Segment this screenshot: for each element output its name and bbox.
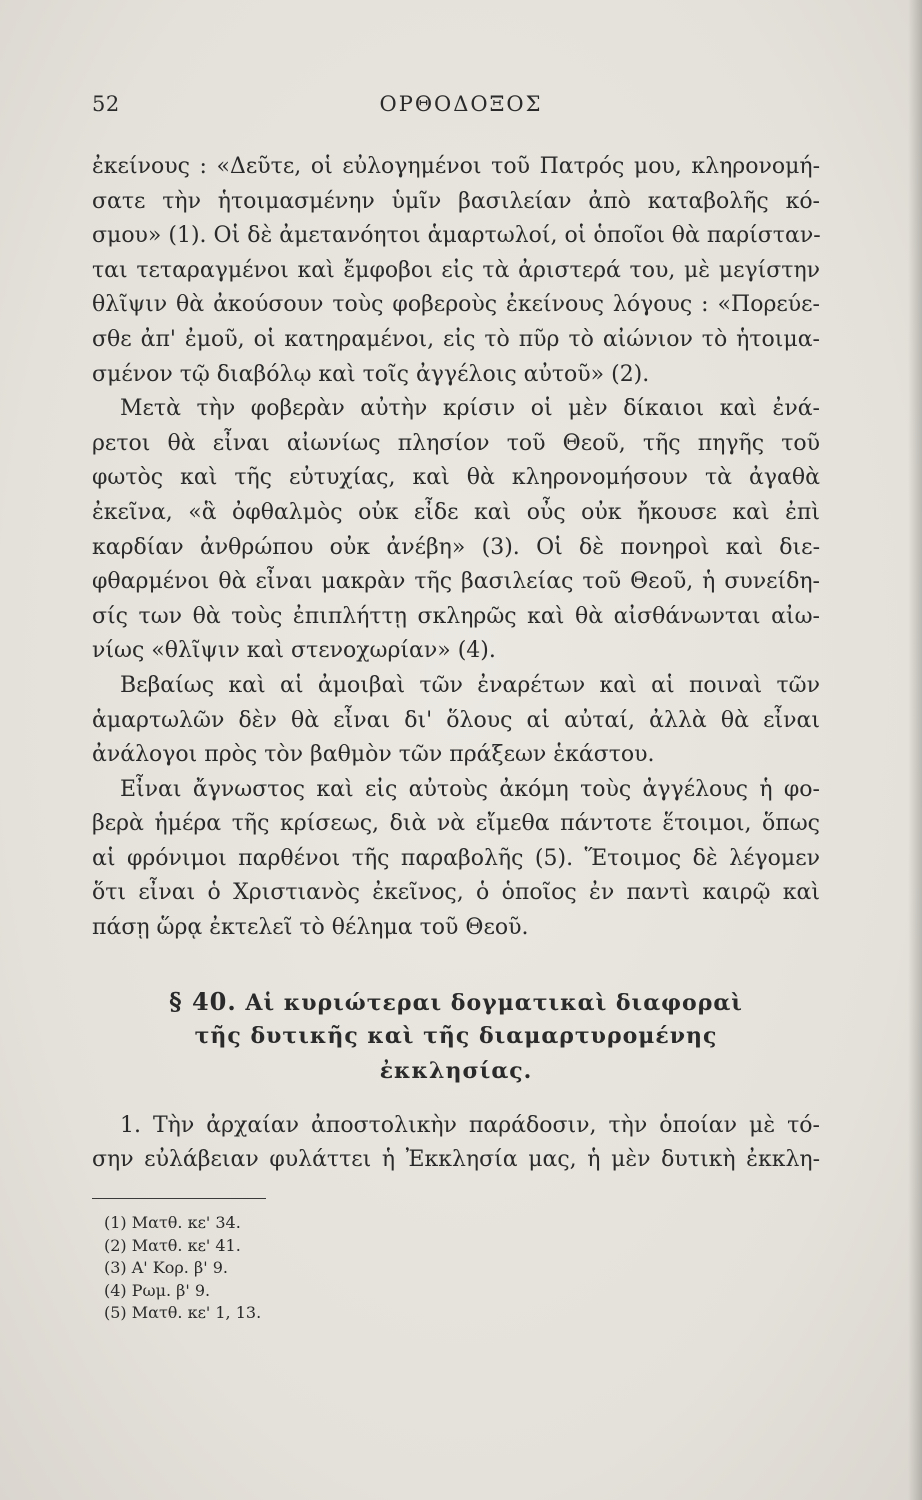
text-line: σμου» (1). Οἱ δὲ ἀμετανόητοι ἁμαρτωλοί, οἱ ὁποῖοι θὰ παρίσταν-: [92, 223, 821, 249]
footnote: (3) Α' Κορ. β' 9.: [104, 1258, 228, 1277]
section-title-line: Αἱ κυριώτεραι δογματικαὶ διαφοραὶ: [245, 989, 743, 1016]
text-line: ἀνάλογοι πρὸς τὸν βαθμὸν τῶν πράξεων ἑκάστου.: [92, 742, 655, 768]
footnote: (1) Ματθ. κε' 34.: [104, 1213, 241, 1232]
paragraph-2: [92, 392, 820, 669]
text-line: σθε ἀπ' ἐμοῦ, οἱ κατηραμένοι, εἰς τὸ πῦρ τὸ αἰώνιον τὸ ἡτοιμα-: [92, 326, 820, 352]
paragraph-3: [92, 669, 820, 773]
section-title-line: τῆς δυτικῆς καὶ τῆς διαμαρτυρομένης: [194, 1022, 718, 1049]
text-line: θλῖψιν θὰ ἀκούσουν τοὺς φοβεροὺς ἐκείνους λόγους : «Πορεύε-: [92, 292, 820, 318]
section-number: § 40.: [169, 986, 237, 1016]
text-line: βερὰ ἡμέρα τῆς κρίσεως, διὰ νὰ εἴμεθα πάντοτε ἕτοιμοι, ὅπως: [92, 811, 820, 837]
page-number: 52: [92, 92, 120, 116]
text-line: πάσῃ ὥρᾳ ἐκτελεῖ τὸ θέλημα τοῦ Θεοῦ.: [92, 915, 529, 941]
section-heading: [92, 984, 820, 1089]
text-line: φθαρμένοι θὰ εἶναι μακρὰν τῆς βασιλείας τοῦ Θεοῦ, ἡ συνείδη-: [92, 569, 820, 595]
page-edge-shadow: [908, 0, 922, 1500]
text-line: ὅτι εἶναι ὁ Χριστιανὸς ἐκεῖνος, ὁ ὁποῖος ἐν παντὶ καιρῷ καὶ: [92, 880, 820, 906]
text-line: Μετὰ τὴν φοβερὰν αὐτὴν κρίσιν οἱ μὲν δίκαιοι καὶ ἐνά-: [120, 396, 820, 422]
text-line: Εἶναι ἄγνωστος καὶ εἰς αὐτοὺς ἀκόμη τοὺς ἀγγέλους ἡ φο-: [120, 776, 820, 802]
text-line: ρετοι θὰ εἶναι αἰωνίως πλησίον τοῦ Θεοῦ, τῆς πηγῆς τοῦ: [92, 430, 820, 456]
running-title: ΟΡΘΟΔΟΞΟΣ: [379, 92, 543, 116]
text-line: ται τεταραγμένοι καὶ ἔμφοβοι εἰς τὰ ἀριστερά του, μὲ μεγίστην: [92, 257, 820, 283]
text-line: ἁμαρτωλῶν δὲν θὰ εἶναι δι' ὅλους αἱ αὐταί, ἀλλὰ θὰ εἶναι: [92, 707, 820, 733]
paragraph-5: [92, 1109, 820, 1178]
paragraph-1: [92, 150, 820, 392]
text-line: νίως «θλῖψιν καὶ στενοχωρίαν» (4).: [92, 638, 496, 664]
paragraph-4: [92, 773, 820, 946]
footnote: (2) Ματθ. κε' 41.: [104, 1235, 241, 1255]
footnote: (5) Ματθ. κε' 1, 13.: [104, 1303, 262, 1322]
text-line: σίς των θὰ τοὺς ἐπιπλήττῃ σκληρῶς καὶ θὰ αἰσθάνωνται αἰω-: [92, 603, 820, 629]
text-line: 1. Τὴν ἀρχαίαν ἀποστολικὴν παράδοσιν, τὴν ὁποίαν μὲ τό-: [120, 1112, 820, 1138]
text-line: σατε τὴν ἡτοιμασμένην ὑμῖν βασιλείαν ἀπὸ καταβολῆς κό-: [92, 188, 820, 214]
text-line: ἐκείνους : «Δεῦτε, οἱ εὐλογημένοι τοῦ Πατρός μου, κληρονομή-: [92, 154, 820, 179]
section-title-line: ἐκκλησίας.: [379, 1057, 533, 1084]
text-line: αἱ φρόνιμοι παρθένοι τῆς παραβολῆς (5). Ἕτοιμος δὲ λέγομεν: [92, 845, 820, 871]
text-line: καρδίαν ἀνθρώπου οὐκ ἀνέβη» (3). Οἱ δὲ πονηροὶ καὶ διε-: [92, 534, 820, 560]
text-line: σμένον τῷ διαβόλῳ καὶ τοῖς ἀγγέλοις αὐτοῦ» (2).: [92, 361, 650, 387]
text-line: Βεβαίως καὶ αἱ ἀμοιβαὶ τῶν ἐναρέτων καὶ αἱ ποιναὶ τῶν: [120, 672, 820, 698]
section-heading-line: [92, 984, 820, 1019]
text-line: φωτὸς καὶ τῆς εὐτυχίας, καὶ θὰ κληρονομήσουν τὰ ἀγαθὰ: [92, 465, 820, 491]
text-line: ἐκεῖνα, «ἃ ὀφθαλμὸς οὐκ εἶδε καὶ οὖς οὐκ ἤκουσε καὶ ἐπὶ: [92, 499, 820, 525]
footnote: (4) Ρωμ. β' 9.: [104, 1280, 211, 1300]
footnote-rule: [92, 1198, 266, 1199]
page-body: [92, 150, 820, 1178]
footnotes: [104, 1212, 261, 1325]
text-line: σην εὐλάβειαν φυλάττει ἡ Ἐκκλησία μας, ἡ μὲν δυτικὴ ἐκκλη-: [92, 1147, 820, 1173]
